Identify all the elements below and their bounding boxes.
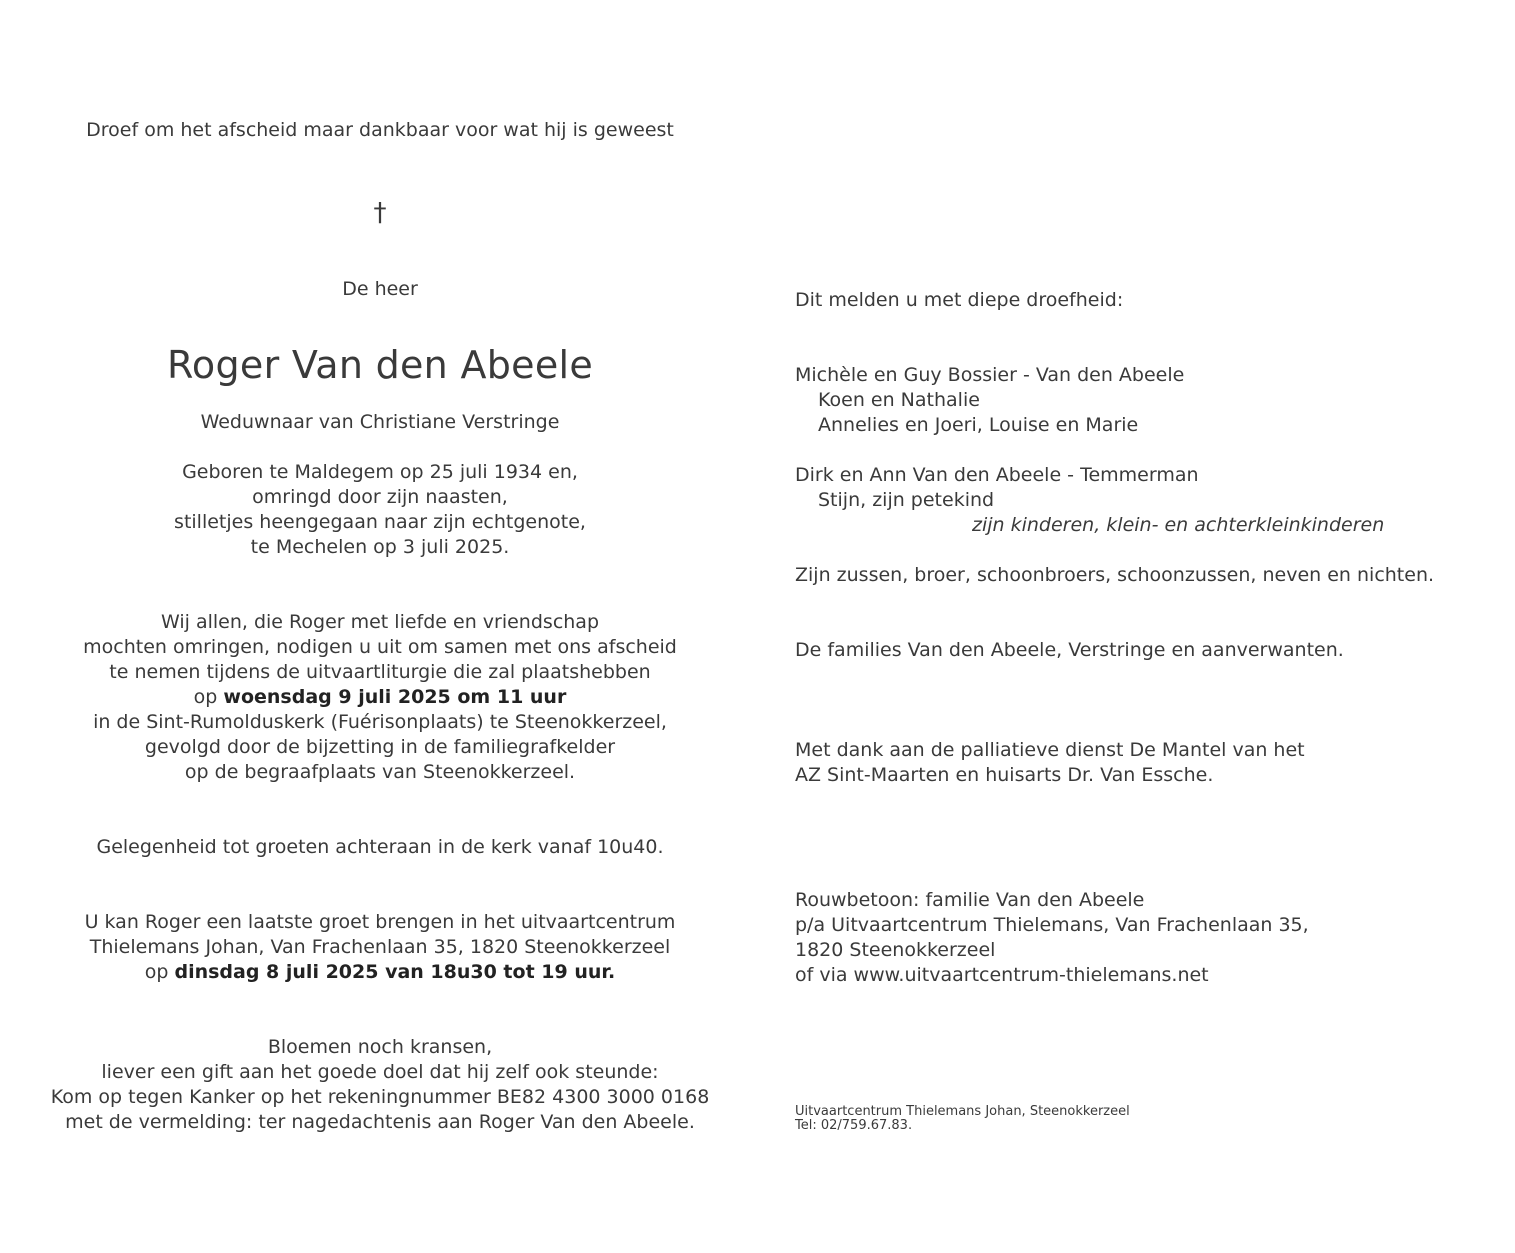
invite-line-2: mochten omringen, nodigen u uit om samen met ons afscheid xyxy=(83,636,677,658)
footer-line-2: Tel: 02/759.67.83. xyxy=(795,1118,913,1133)
children-caption: zijn kinderen, klein- en achterkleinkinderen xyxy=(972,514,1385,536)
invite-line-5: in de Sint-Rumolduskerk (Fuérisonplaats) te Steenokkerzeel, xyxy=(93,711,667,733)
motto: Droef om het afscheid maar dankbaar voor wat hij is geweest xyxy=(86,119,674,141)
condolences-line-2: p/a Uitvaartcentrum Thielemans, Van Frachenlaan 35, xyxy=(795,914,1309,936)
birth-line-3: stilletjes heengegaan naar zijn echtgenote, xyxy=(174,511,586,533)
birth-line-4: te Mechelen op 3 juli 2025. xyxy=(250,536,510,558)
families-line: De families Van den Abeele, Verstringe en aanverwanten. xyxy=(795,639,1344,661)
visit-line-1: U kan Roger een laatste groet brengen in het uitvaartcentrum xyxy=(84,911,676,933)
invite-line-3: te nemen tijdens de uitvaartliturgie die zal plaatshebben xyxy=(109,661,651,683)
visit-date: dinsdag 8 juli 2025 van 18u30 tot 19 uur. xyxy=(174,961,616,983)
greeting-line: Gelegenheid tot groeten achteraan in de kerk vanaf 10u40. xyxy=(96,836,664,858)
family-1-line-3: Annelies en Joeri, Louise en Marie xyxy=(818,414,1139,436)
thanks-line-2: AZ Sint-Maarten en huisarts Dr. Van Essche. xyxy=(795,764,1214,786)
widower-line: Weduwnaar van Christiane Verstringe xyxy=(200,411,560,433)
siblings-line: Zijn zussen, broer, schoonbroers, schoonzussen, neven en nichten. xyxy=(795,564,1435,586)
announcement-intro: Dit melden u met diepe droefheid: xyxy=(795,289,1124,311)
honorific: De heer xyxy=(342,278,418,300)
invite-line-4 xyxy=(10,685,750,710)
thanks-line-1: Met dank aan de palliatieve dienst De Mantel van het xyxy=(795,739,1305,761)
cross-icon: † xyxy=(373,198,387,228)
family-1-line-1: Michèle en Guy Bossier - Van den Abeele xyxy=(795,364,1185,386)
deceased-name: Roger Van den Abeele xyxy=(166,343,594,387)
visit-line-3-prefix: op xyxy=(144,961,175,983)
condolences-line-3: 1820 Steenokkerzeel xyxy=(795,939,996,961)
flowers-line-2: liever een gift aan het goede doel dat hij zelf ook steunde: xyxy=(101,1061,659,1083)
family-2-line-1: Dirk en Ann Van den Abeele - Temmerman xyxy=(795,464,1199,486)
invite-line-4-prefix: op xyxy=(193,686,224,708)
invite-line-6: gevolgd door de bijzetting in de familiegrafkelder xyxy=(144,736,616,758)
flowers-line-3: Kom op tegen Kanker op het rekeningnummer BE82 4300 3000 0168 xyxy=(50,1086,710,1108)
family-2-line-2: Stijn, zijn petekind xyxy=(818,489,995,511)
flowers-line-1: Bloemen noch kransen, xyxy=(267,1036,493,1058)
flowers-line-4: met de vermelding: ter nagedachtenis aan Roger Van den Abeele. xyxy=(65,1111,695,1133)
funeral-date: woensdag 9 juli 2025 om 11 uur xyxy=(223,686,567,708)
visit-line-2: Thielemans Johan, Van Frachenlaan 35, 1820 Steenokkerzeel xyxy=(89,936,671,958)
birth-line-1: Geboren te Maldegem op 25 juli 1934 en, xyxy=(182,461,578,483)
footer-line-1: Uitvaartcentrum Thielemans Johan, Steenokkerzeel xyxy=(795,1104,1130,1119)
condolences-line-1: Rouwbetoon: familie Van den Abeele xyxy=(795,889,1145,911)
visit-line-3 xyxy=(10,960,750,985)
family-1-line-2: Koen en Nathalie xyxy=(818,389,980,411)
invite-line-7: op de begraafplaats van Steenokkerzeel. xyxy=(184,761,576,783)
invite-line-1: Wij allen, die Roger met liefde en vriendschap xyxy=(160,611,600,633)
condolences-line-4: of via www.uitvaartcentrum-thielemans.net xyxy=(795,964,1209,986)
birth-line-2: omringd door zijn naasten, xyxy=(252,486,508,508)
